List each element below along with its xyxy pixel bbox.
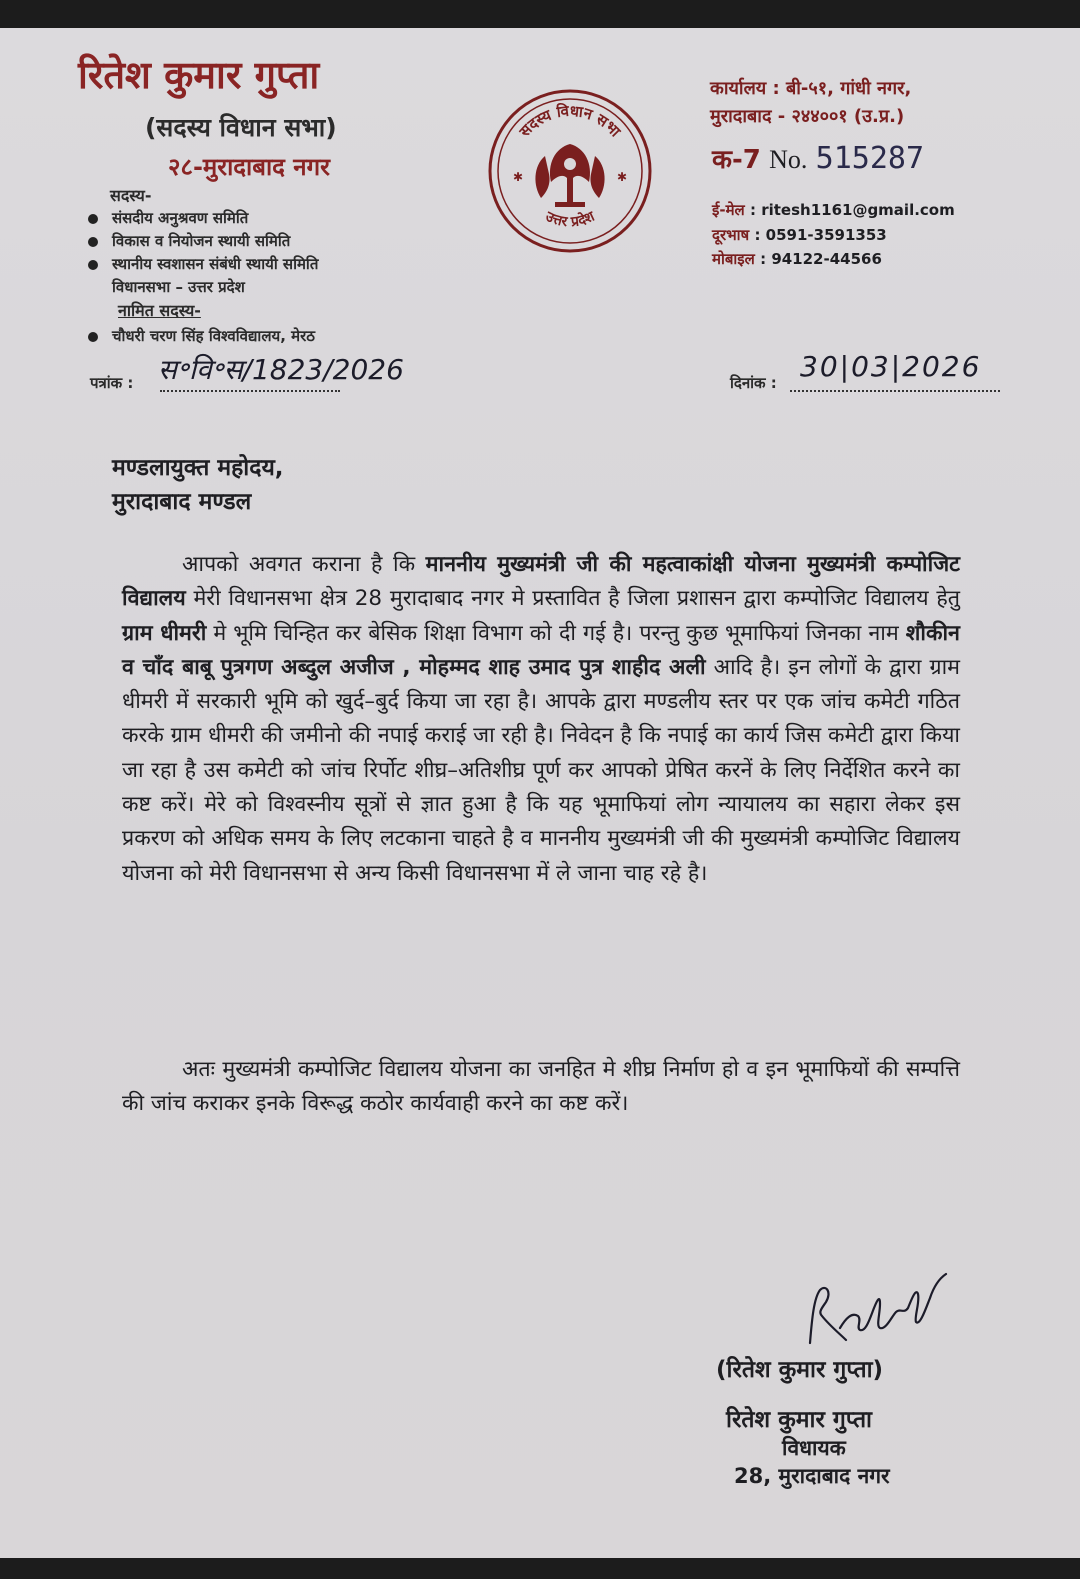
svg-text:✱: ✱ (617, 170, 628, 184)
dinank-value: 30|03|2026 (800, 350, 982, 383)
nominated-item: चौधरी चरण सिंह विश्वविद्यालय, मेरठ (112, 327, 315, 345)
p1-bold-scheme: माननीय मुख्यमंत्री जी की महत्वाकांक्षी योजना मुख्यमंत्री कम्पोजिट विद्यालय (122, 552, 960, 612)
patrank-dotted-line (160, 390, 340, 392)
stamp-constituency: 28, मुरादाबाद नगर (734, 1464, 890, 1488)
office-address-line2: मुरादाबाद - २४४००१ (उ.प्र.) (710, 106, 905, 127)
bullet-icon (88, 237, 98, 247)
letterhead-name: रितेश कुमार गुप्ता (78, 53, 320, 97)
email-row: ई-मेल : ritesh1161@gmail.com (712, 201, 955, 219)
stamp-name: रितेश कुमार गुप्ता (726, 1407, 873, 1433)
letterhead-constituency: २८-मुरादाबाद नगर (168, 153, 330, 181)
serial-no-label: No. (769, 145, 808, 174)
office-address-line1: कार्यालय : बी-५१, गांधी नगर, (710, 78, 912, 99)
svg-text:उत्तर प्रदेश (542, 208, 597, 230)
mobile-label: मोबाइल (712, 250, 755, 268)
letter-paragraph-1 (122, 548, 960, 891)
signatory-name: (रितेश कुमार गुप्ता) (716, 1357, 884, 1383)
addressee-line1: मण्डलायुक्त महोदय, (112, 455, 284, 481)
letter-paragraph-2 (122, 1053, 960, 1122)
letter-page (0, 28, 1080, 1558)
mobile-row: मोबाइल : 94122-44566 (712, 250, 882, 268)
seal-top-text: सदस्य विधान सभा (515, 101, 625, 141)
bullet-icon (88, 214, 98, 224)
membership-item: विधानसभा – उत्तर प्रदेश (112, 278, 245, 296)
phone-label: दूरभाष (712, 226, 750, 244)
p1-text: आदि है। इन लोगों के द्वारा ग्राम धीमरी में सरकारी भूमि को खुर्द–बुर्द किया जा रहा है। आपके द्वारा मण्डलीय स्तर पर एक जांच कमेटी गठित करके ग्राम धीमरी की जमीनो की नपाई कराई जा रही है। निवेदन है कि नपाई का कार्य जिस कमेटी द्वारा किया जा रहा है उस कमेटी को जांच रिर्पोट शीघ्र–अतिशीघ्र पूर्ण कर आपको प्रेषित करनें के लिए निर्देशित करने का कष्ट करें। मेरे को विश्वस्नीय सूत्रों से ज्ञात हुआ है कि यह भूमाफियां लोग न्यायालय का सहारा लेकर इस प्रकरण को अधिक समय के लिए लटकाना चाहते है व माननीय मुख्यमंत्री जी की मुख्यमंत्री कम्पोजिट विद्यालय योजना को मेरी विधानसभा से अन्य किसी विधानसभा में ले जाना चाह रहे है। (122, 654, 961, 886)
email-value: ritesh1161@gmail.com (761, 201, 955, 219)
email-label: ई-मेल (712, 201, 745, 219)
phone-value: 0591-3591353 (765, 226, 887, 244)
handwritten-signature (800, 1268, 960, 1362)
serial-number-line (712, 140, 924, 176)
bullet-icon (88, 260, 98, 270)
stamp-title: विधायक (782, 1436, 846, 1460)
membership-item: विकास व नियोजन स्थायी समिति (112, 232, 291, 250)
p1-text: आपको अवगत कराना है कि (182, 552, 426, 577)
dinank-label: दिनांक : (730, 374, 777, 392)
patrank-value: स॰वि॰स/1823/2026 (158, 353, 404, 386)
p1-bold-village: ग्राम धीमरी (122, 620, 207, 646)
svg-text:✱: ✱ (513, 170, 524, 184)
members-heading: सदस्य- (110, 186, 152, 205)
dinank-dotted-line (790, 390, 1000, 392)
p2-text: अतः मुख्यमंत्री कम्पोजिट विद्यालय योजना का जनहित मे शीघ्र निर्माण हो व इन भूमाफियों की सम्पत्ति की जांच कराकर इनके विरूद्ध कठोर कार्यवाही करने का कष्ट करें। (122, 1057, 960, 1117)
letterhead-designation: (सदस्य विधान सभा) (145, 113, 337, 142)
membership-item: संसदीय अनुश्रवण समिति (112, 209, 249, 227)
p1-text: मेरी विधानसभा क्षेत्र 28 मुरादाबाद नगर मे प्रस्तावित है जिला प्रशासन द्वारा कम्पोजिट विद्यालय हेतु (185, 586, 960, 612)
nominated-heading: नामित सदस्य- (118, 301, 201, 320)
mobile-value: 94122-44566 (771, 250, 882, 268)
bullet-icon (88, 332, 98, 342)
seal-bottom-text: उत्तर प्रदेश (542, 208, 598, 231)
svg-text:सदस्य विधान सभा (515, 102, 625, 141)
membership-item: स्थानीय स्वशासन संबंधी स्थायी समिति (112, 255, 319, 273)
phone-row: दूरभाष : 0591-3591353 (712, 226, 887, 244)
addressee-line2: मुरादाबाद मण्डल (112, 489, 252, 515)
patrank-label: पत्रांक : (90, 374, 134, 392)
serial-prefix: क-7 (712, 145, 761, 175)
serial-number: 515287 (815, 141, 925, 176)
p1-text: मे भूमि चिन्हित कर बेसिक शिक्षा विभाग को दी गई है। परन्तु कुछ भूमाफियां जिनका नाम (206, 620, 906, 646)
assembly-seal (485, 86, 655, 260)
p1-bold-names: शौकीन व चाँद बाबू पुत्रगण अब्दुल अजीज , मोहम्मद शाह उमाद पुत्र शाहीद अली (122, 620, 960, 680)
